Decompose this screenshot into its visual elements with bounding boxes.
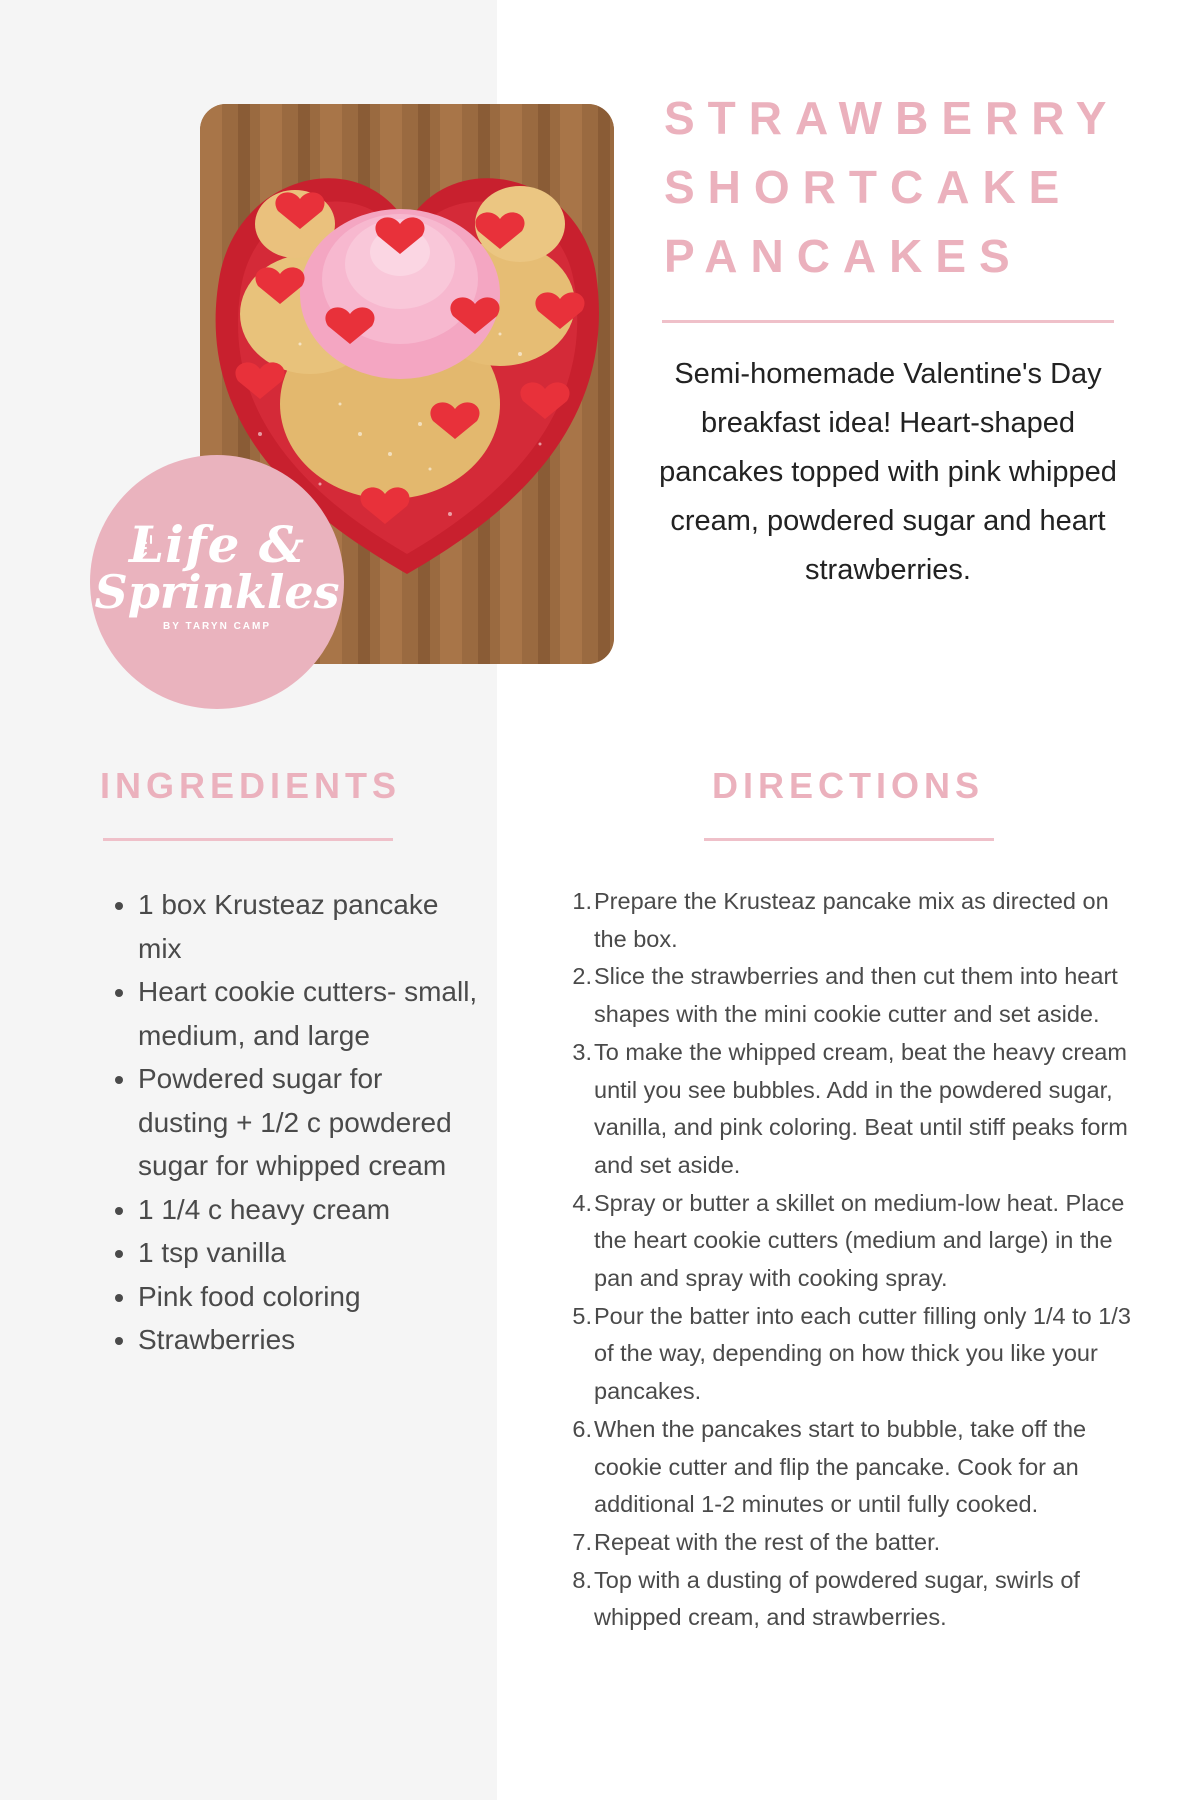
ingredient-item: • Powdered sugar for dusting + 1/2 c powdered sugar for whipped cream (138, 1057, 478, 1188)
step-text: Repeat with the rest of the batter. (594, 1528, 941, 1555)
step-number: 5. (572, 1302, 592, 1329)
direction-step (570, 1411, 1138, 1524)
directions-list (570, 883, 1138, 1637)
step-number: 4. (572, 1189, 592, 1216)
direction-step (570, 1034, 1138, 1185)
direction-step (570, 958, 1138, 1033)
step-text: When the pancakes start to bubble, take off the cookie cutter and flip the pancake. Cook for an additional 1-2 minutes or until fully cooked. (594, 1415, 1087, 1518)
step-number: 6. (572, 1415, 592, 1442)
step-text: Top with a dusting of powdered sugar, swirls of whipped cream, and strawberries. (594, 1566, 1080, 1631)
step-text: Slice the strawberries and then cut them into heart shapes with the mini cookie cutter and set aside. (594, 963, 1118, 1028)
step-text: Spray or butter a skillet on medium-low heat. Place the heart cookie cutters (medium and large) in the pan and spray with cooking spray. (594, 1189, 1125, 1292)
step-number: 1. (572, 888, 592, 914)
step-text: To make the whipped cream, beat the heavy cream until you see bubbles. Add in the powdered sugar, vanilla, and pink coloring. Beat until stiff peaks form and set aside. (594, 1038, 1128, 1178)
ingredient-item: • 1 1/4 c heavy cream (138, 1188, 478, 1232)
step-text: Pour the batter into each cutter filling only 1/4 to 1/3 of the way, depending on how thick you like your pancakes. (594, 1302, 1131, 1405)
ingredient-item: • Pink food coloring (138, 1275, 478, 1319)
title-line: STRAWBERRY (664, 92, 1120, 144)
ingredients-list (100, 883, 478, 1362)
step-number: 3. (572, 1038, 592, 1065)
ingredients-divider (103, 838, 393, 841)
directions-divider (704, 838, 994, 841)
ingredient-item: • 1 box Krusteaz pancake mix (138, 883, 478, 970)
step-number: 7. (572, 1528, 592, 1555)
recipe-title (664, 84, 1164, 291)
ingredient-item: • 1 tsp vanilla (138, 1231, 478, 1275)
title-line: SHORTCAKE (664, 161, 1073, 213)
direction-step (570, 1562, 1138, 1637)
logo-line-life: Life & (128, 515, 306, 574)
logo-byline: BY TARYN CAMP (162, 621, 272, 632)
title-divider (662, 320, 1114, 323)
directions-heading: DIRECTIONS (712, 765, 985, 806)
direction-step (570, 1185, 1138, 1298)
step-number: 2. (572, 963, 592, 990)
step-text: Prepare the Krusteaz pancake mix as directed on the box. (594, 888, 1109, 952)
logo-line-sprinkles: Sprinkles (94, 565, 340, 619)
direction-step (570, 1524, 1138, 1562)
title-line: PANCAKES (664, 230, 1023, 282)
recipe-intro: Semi-homemade Valentine's Day breakfast idea! Heart-shaped pancakes topped with pink whipped cream, powdered sugar and heart strawberries. (659, 358, 1117, 586)
life-and-sprinkles-logo (90, 455, 344, 709)
step-number: 8. (572, 1566, 592, 1593)
direction-step (570, 883, 1138, 958)
ingredients-heading: INGREDIENTS (100, 765, 402, 806)
direction-step (570, 1298, 1138, 1411)
ingredient-item: • Strawberries (138, 1318, 478, 1362)
ingredient-item: • Heart cookie cutters- small, medium, and large (138, 970, 478, 1057)
